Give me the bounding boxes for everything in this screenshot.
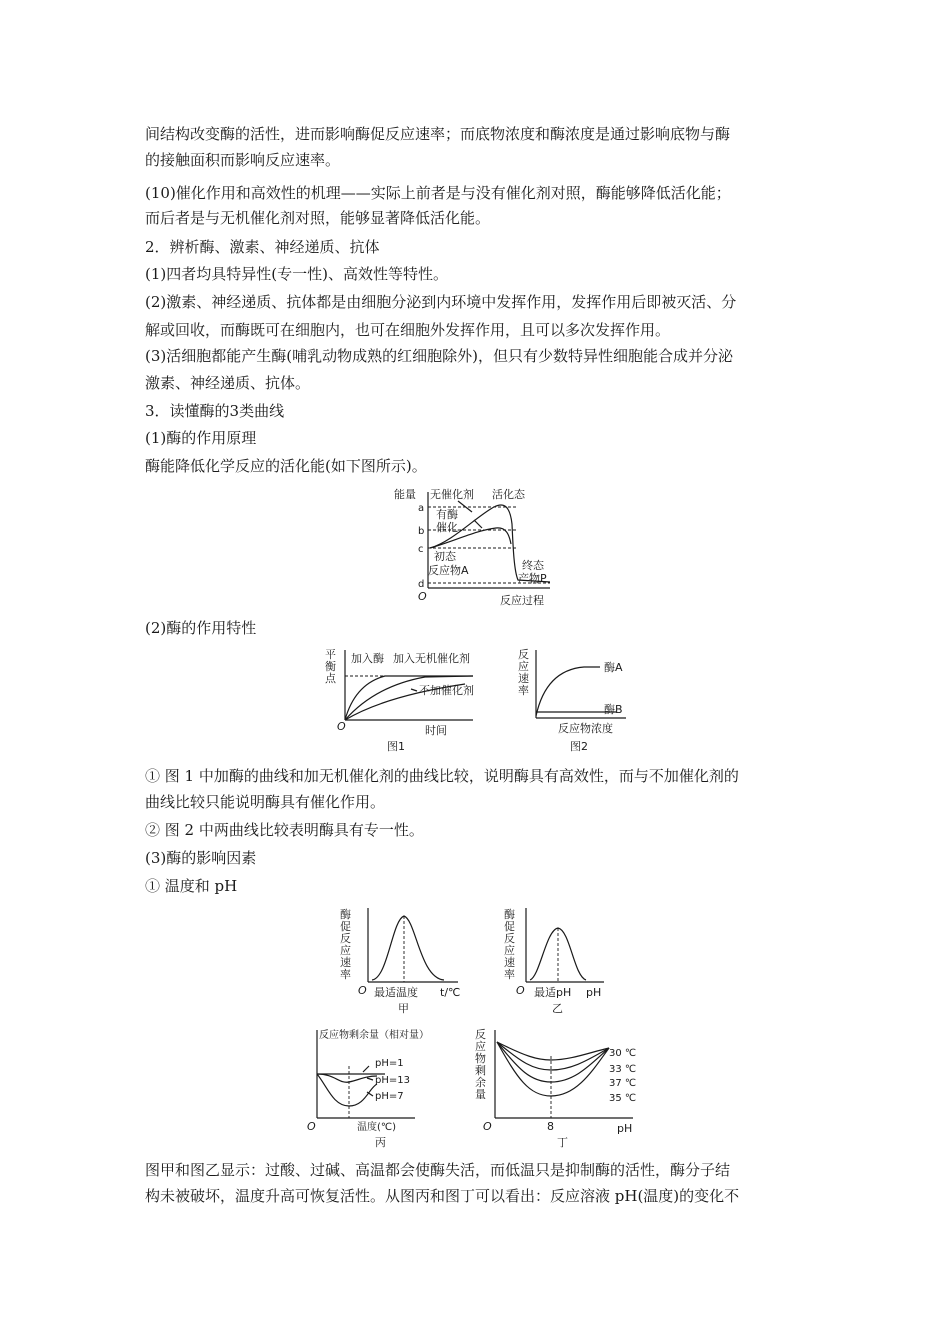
ding-ylabel-2: 应 xyxy=(475,1040,486,1053)
figure-2-specificity xyxy=(514,646,659,756)
fig2-ylabel-1: 反 xyxy=(518,648,529,661)
bing-ylabel: 反应物剩余量（相对量） xyxy=(319,1030,429,1041)
fig2-ylabel-3: 速 xyxy=(518,672,529,685)
jia-caption: 甲 xyxy=(398,1002,409,1015)
fig1-pointer-none xyxy=(411,689,417,691)
jia-xopt: 最适温度 xyxy=(374,986,418,999)
yi-ylabel-1: 酶 xyxy=(504,908,515,921)
paragraph-line-17: ② 图 2 中两曲线比较表明酶具有专一性。 xyxy=(145,821,424,839)
paragraph-line-18: (3)酶的影响因素 xyxy=(145,849,257,867)
bing-label-ph7: pH=7 xyxy=(375,1091,404,1102)
energy-xlabel: 反应过程 xyxy=(500,594,544,607)
ding-label-30: 30 ℃ xyxy=(609,1048,637,1059)
fig1-label-inorganic: 加入无机催化剂 xyxy=(393,652,470,665)
energy-diagram xyxy=(392,486,572,608)
ding-ylabel-4: 剩 xyxy=(475,1064,486,1077)
paragraph-line-10: 激素、神经递质、抗体。 xyxy=(145,374,311,392)
energy-ylabel: 能量 xyxy=(394,488,416,501)
paragraph-line-3: (10)催化作用和高效性的机理——实际上前者是与没有催化剂对照，酶能够降低活化能； xyxy=(145,184,731,202)
jia-ylabel-3: 反 xyxy=(340,932,351,945)
ding-ylabel-1: 反 xyxy=(475,1028,486,1041)
figure-yi-ph xyxy=(500,906,620,1016)
fig2-curve-enzyme-a xyxy=(536,667,600,716)
ding-xtick: 8 xyxy=(547,1120,554,1133)
bing-xlabel: 温度(℃) xyxy=(357,1122,397,1133)
paragraph-line-4: 而后者是与无机催化剂对照，能够显著降低活化能。 xyxy=(145,209,491,227)
jia-ylabel-6: 率 xyxy=(340,968,351,981)
energy-enzyme-label-2: 催化 xyxy=(436,521,458,534)
yi-ylabel-5: 速 xyxy=(504,956,515,969)
ding-caption: 丁 xyxy=(557,1136,568,1149)
fig1-curve-enzyme xyxy=(345,676,473,720)
figure-jia-temperature xyxy=(340,906,475,1016)
yi-xopt: 最适pH xyxy=(534,986,572,999)
yi-xunit: pH xyxy=(586,986,602,999)
energy-active-label: 活化态 xyxy=(492,488,525,501)
jia-ylabel-5: 速 xyxy=(340,956,351,969)
bing-pointer-ph13 xyxy=(367,1078,373,1080)
ding-ylabel-5: 余 xyxy=(475,1076,486,1089)
energy-tick-c: c xyxy=(418,544,424,555)
paragraph-line-12: (1)酶的作用原理 xyxy=(145,429,257,447)
fig2-ylabel-2: 应 xyxy=(518,660,529,673)
energy-no-cat-label: 无催化剂 xyxy=(430,488,474,501)
yi-ylabel-2: 促 xyxy=(504,920,515,933)
ding-curve-33 xyxy=(497,1042,609,1070)
energy-tick-a: a xyxy=(418,503,425,514)
yi-ylabel-4: 应 xyxy=(504,944,515,957)
figure-1-equilibrium xyxy=(325,646,485,756)
fig2-caption: 图2 xyxy=(570,740,588,753)
bing-label-ph1: pH=1 xyxy=(375,1058,404,1069)
jia-origin: O xyxy=(358,984,367,997)
ding-ylabel-3: 物 xyxy=(475,1052,486,1065)
paragraph-line-13: 酶能降低化学反应的活化能(如下图所示)。 xyxy=(145,457,427,475)
figure-ding xyxy=(475,1026,645,1151)
bing-caption: 丙 xyxy=(375,1136,386,1149)
fig1-ylabel-3: 点 xyxy=(325,672,336,685)
energy-pointer-enzyme xyxy=(474,520,482,528)
energy-tick-b: b xyxy=(418,526,425,537)
energy-final-label-1: 终态 xyxy=(522,559,544,572)
section-heading-3: 3．读懂酶的3类曲线 xyxy=(145,402,285,420)
fig2-xlabel: 反应物浓度 xyxy=(558,722,613,735)
fig1-origin: O xyxy=(337,720,346,733)
energy-origin: O xyxy=(418,590,427,603)
fig1-ylabel-1: 平 xyxy=(325,648,336,661)
yi-ylabel-6: 率 xyxy=(504,968,515,981)
bing-origin: O xyxy=(307,1120,316,1133)
paragraph-line-6: (1)四者均具特异性(专一性)、高效性等特性。 xyxy=(145,265,448,283)
fig1-label-enzyme: 加入酶 xyxy=(351,652,384,665)
ding-ylabel-6: 量 xyxy=(475,1088,486,1101)
paragraph-line-16: 曲线比较只能说明酶具有催化作用。 xyxy=(145,793,386,811)
yi-ylabel-3: 反 xyxy=(504,932,515,945)
yi-caption: 乙 xyxy=(552,1002,563,1015)
fig2-label-a: 酶A xyxy=(604,661,623,674)
jia-ylabel-1: 酶 xyxy=(340,908,351,921)
fig1-label-none: 不加催化剂 xyxy=(419,684,474,697)
energy-initial-label-1: 初态 xyxy=(434,550,456,563)
fig1-curve-inorganic xyxy=(345,676,473,720)
ding-curve-37 xyxy=(497,1042,609,1082)
jia-ylabel-4: 应 xyxy=(340,944,351,957)
paragraph-line-14: (2)酶的作用特性 xyxy=(145,619,257,637)
paragraph-line-9: (3)活细胞都能产生酶(哺乳动物成熟的红细胞除外)，但只有少数特异性细胞能合成并分泌 xyxy=(145,347,733,365)
ding-label-37: 37 ℃ xyxy=(609,1078,637,1089)
paragraph-line-7: (2)激素、神经递质、抗体都是由细胞分泌到内环境中发挥作用，发挥作用后即被灭活、分 xyxy=(145,293,737,311)
energy-final-label-2: 产物P xyxy=(518,572,547,585)
figure-bing xyxy=(305,1026,440,1151)
energy-tick-d: d xyxy=(418,579,425,590)
energy-pointer-no-cat xyxy=(458,501,472,512)
jia-ylabel-2: 促 xyxy=(340,920,351,933)
ding-xlabel: pH xyxy=(617,1122,633,1135)
ding-label-35: 35 ℃ xyxy=(609,1093,637,1104)
paragraph-line-2: 的接触面积而影响反应速率。 xyxy=(145,151,341,169)
fig2-ylabel-4: 率 xyxy=(518,684,529,697)
paragraph-line-8: 解或回收，而酶既可在细胞内，也可在细胞外发挥作用，且可以多次发挥作用。 xyxy=(145,321,671,339)
bing-pointer-ph1 xyxy=(363,1066,369,1072)
paragraph-line-20: 图甲和图乙显示：过酸、过碱、高温都会使酶失活，而低温只是抑制酶的活性，酶分子结 xyxy=(145,1161,731,1179)
yi-origin: O xyxy=(516,984,525,997)
fig1-caption: 图1 xyxy=(387,740,405,753)
paragraph-line-21: 构未被破坏，温度升高可恢复活性。从图丙和图丁可以看出：反应溶液 pH(温度)的变化不 xyxy=(145,1187,740,1205)
ding-origin: O xyxy=(483,1120,492,1133)
energy-initial-label-2: 反应物A xyxy=(428,564,469,577)
fig1-ylabel-2: 衡 xyxy=(325,660,336,673)
paragraph-line-15: ① 图 1 中加酶的曲线和加无机催化剂的曲线比较，说明酶具有高效性，而与不加催化剂的 xyxy=(145,767,739,785)
fig2-label-b: 酶B xyxy=(604,703,623,716)
section-heading-2: 2．辨析酶、激素、神经递质、抗体 xyxy=(145,238,380,256)
bing-label-ph13: pH=13 xyxy=(375,1075,410,1086)
paragraph-line-19: ① 温度和 pH xyxy=(145,877,238,895)
jia-curve xyxy=(372,916,444,980)
fig1-xlabel: 时间 xyxy=(425,724,447,737)
energy-enzyme-label-1: 有酶 xyxy=(436,508,458,521)
ding-label-33: 33 ℃ xyxy=(609,1064,637,1075)
jia-xunit: t/℃ xyxy=(440,986,461,999)
paragraph-line-1: 间结构改变酶的活性，进而影响酶促反应速率；而底物浓度和酶浓度是通过影响底物与酶 xyxy=(145,125,731,143)
